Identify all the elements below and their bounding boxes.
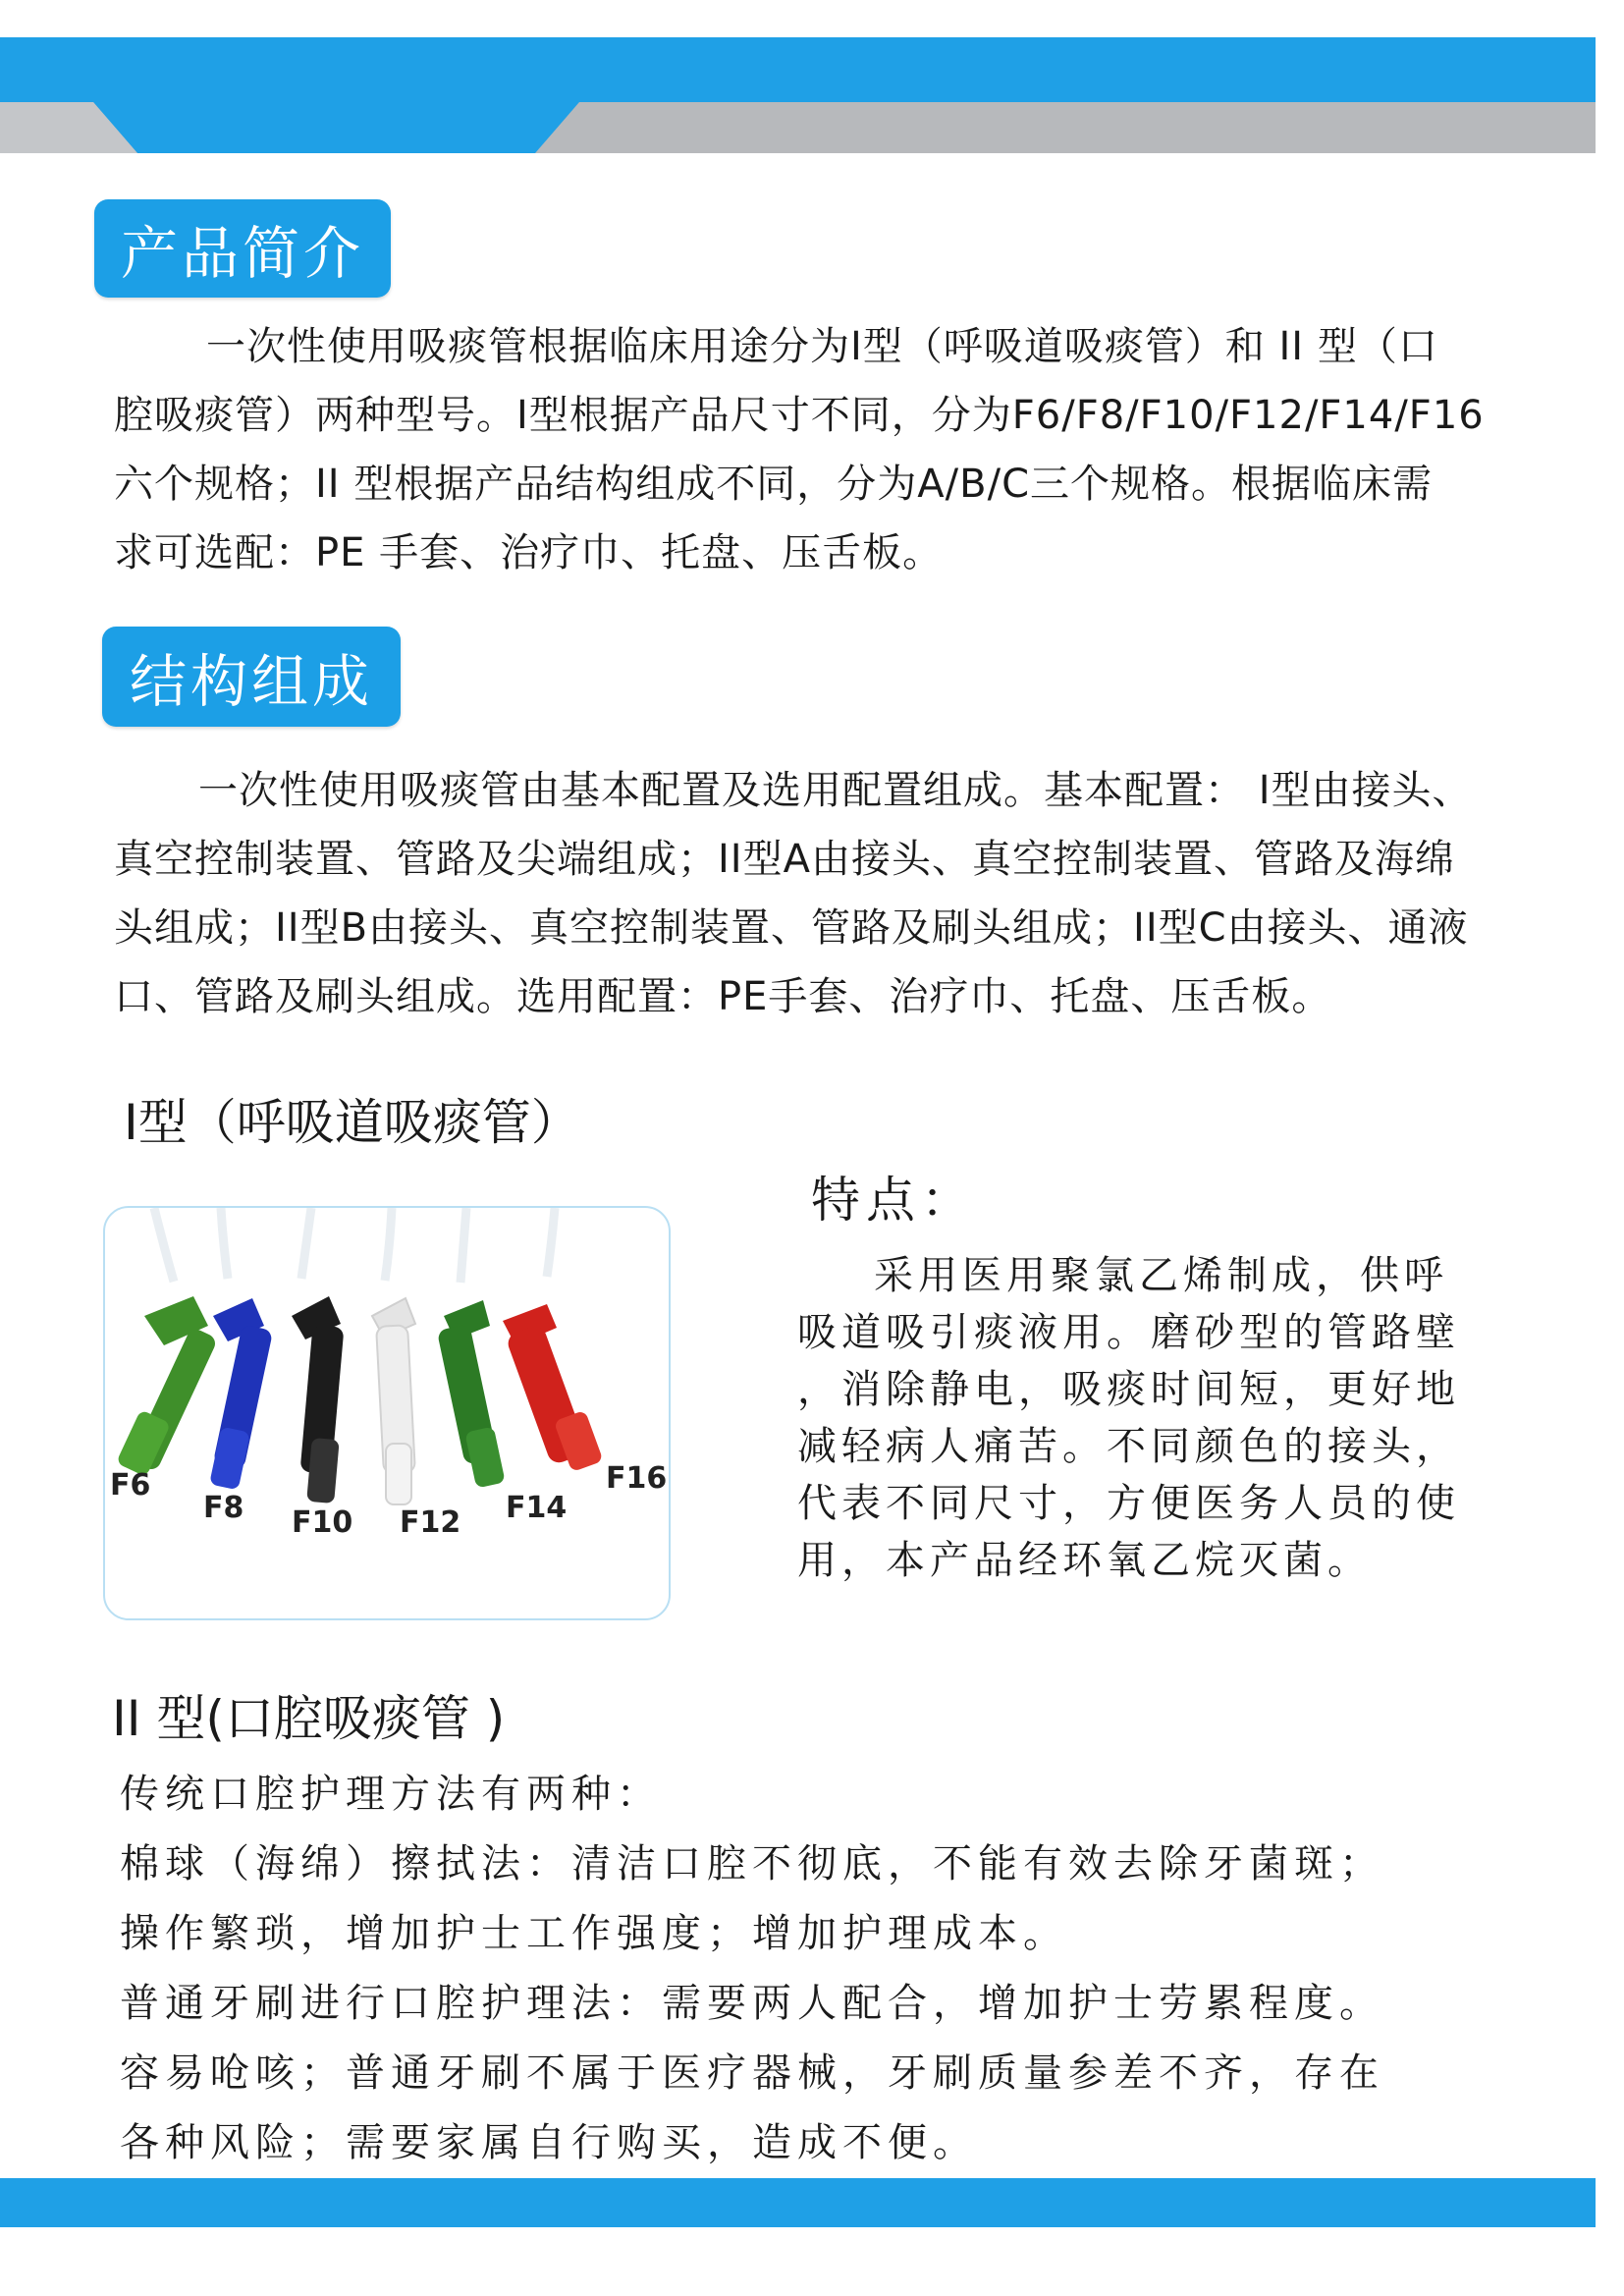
intro-line: 一次性使用吸痰管根据临床用途分为I型（呼吸道吸痰管）和 II 型（口 xyxy=(206,324,1438,369)
features-line: 代表不同尺寸，方便医务人员的使 xyxy=(797,1481,1460,1526)
features-paragraph xyxy=(797,1247,1460,1589)
connector-f8 xyxy=(209,1298,273,1490)
intro-heading: 产品简介 xyxy=(120,220,364,287)
intro-line: 腔吸痰管）两种型号。I型根据产品尺寸不同，分为F6/F8/F10/F12/F14/F16 xyxy=(114,393,1485,438)
features-line: ，消除静电，吸痰时间短，更好地 xyxy=(797,1367,1460,1412)
features-title: 特点： xyxy=(811,1172,976,1229)
product-photo xyxy=(103,1206,671,1620)
type2-line: 操作繁琐，增加护士工作强度；增加护理成本。 xyxy=(120,1911,1068,1956)
type2-line: 传统口腔护理方法有两种： xyxy=(120,1772,662,1817)
connector-f6 xyxy=(116,1296,218,1477)
intro-line: 六个规格；II 型根据产品结构组成不同，分为A/B/C三个规格。根据临床需 xyxy=(114,462,1433,507)
features-line: 采用医用聚氯乙烯制成，供呼 xyxy=(874,1253,1448,1298)
connector-f16 xyxy=(503,1304,604,1472)
structure-heading-chip xyxy=(102,627,401,727)
structure-line: 头组成；II型B由接头、真空控制装置、管路及刷头组成；II型C由接头、通液 xyxy=(114,905,1469,951)
type2-paragraph xyxy=(120,1760,1384,2178)
type2-line: 各种风险；需要家属自行购买，造成不便。 xyxy=(120,2120,978,2165)
type2-line: 普通牙刷进行口腔护理法：需要两人配合，增加护士劳累程度。 xyxy=(120,1981,1384,2026)
size-label-f16: F16 xyxy=(606,1461,668,1496)
size-label-f14: F14 xyxy=(506,1491,568,1525)
size-label-f10: F10 xyxy=(292,1505,353,1540)
footer-blue-band xyxy=(0,2178,1596,2227)
header-ribbon-accent xyxy=(0,102,1596,153)
structure-line: 口、管路及刷头组成。选用配置：PE手套、治疗巾、托盘、压舌板。 xyxy=(114,974,1332,1019)
intro-heading-chip xyxy=(94,199,391,298)
type2-line: 容易呛咳；普通牙刷不属于医疗器械，牙刷质量参差不齐，存在 xyxy=(120,2050,1384,2096)
intro-line: 求可选配：PE 手套、治疗巾、托盘、压舌板。 xyxy=(114,530,944,575)
connector-f10 xyxy=(292,1296,344,1503)
structure-line: 真空控制装置、管路及尖端组成；II型A由接头、真空控制装置、管路及海绵 xyxy=(114,837,1455,882)
features-line: 减轻病人痛苦。不同颜色的接头， xyxy=(797,1424,1460,1469)
features-line: 吸道吸引痰液用。磨砂型的管路壁 xyxy=(797,1310,1460,1355)
structure-paragraph xyxy=(114,756,1567,1031)
size-label-f6: F6 xyxy=(110,1468,151,1503)
header-blue-band xyxy=(0,37,1596,102)
type2-line: 棉球（海绵）擦拭法：清洁口腔不彻底，不能有效去除牙菌斑； xyxy=(120,1841,1384,1886)
structure-heading: 结构组成 xyxy=(129,648,373,715)
features-line: 用，本产品经环氧乙烷灭菌。 xyxy=(797,1538,1372,1583)
intro-paragraph xyxy=(114,312,1547,587)
size-label-f12: F12 xyxy=(400,1505,461,1540)
type1-heading: I型（呼吸道吸痰管） xyxy=(124,1094,580,1151)
size-label-f8: F8 xyxy=(203,1491,244,1525)
structure-line: 一次性使用吸痰管由基本配置及选用配置组成。基本配置： I型由接头、 xyxy=(198,768,1473,813)
connector-f12 xyxy=(372,1298,415,1504)
connector-f14 xyxy=(437,1300,506,1488)
suction-connectors-illustration xyxy=(105,1208,669,1618)
type2-heading: II 型(口腔吸痰管 ) xyxy=(112,1690,506,1747)
